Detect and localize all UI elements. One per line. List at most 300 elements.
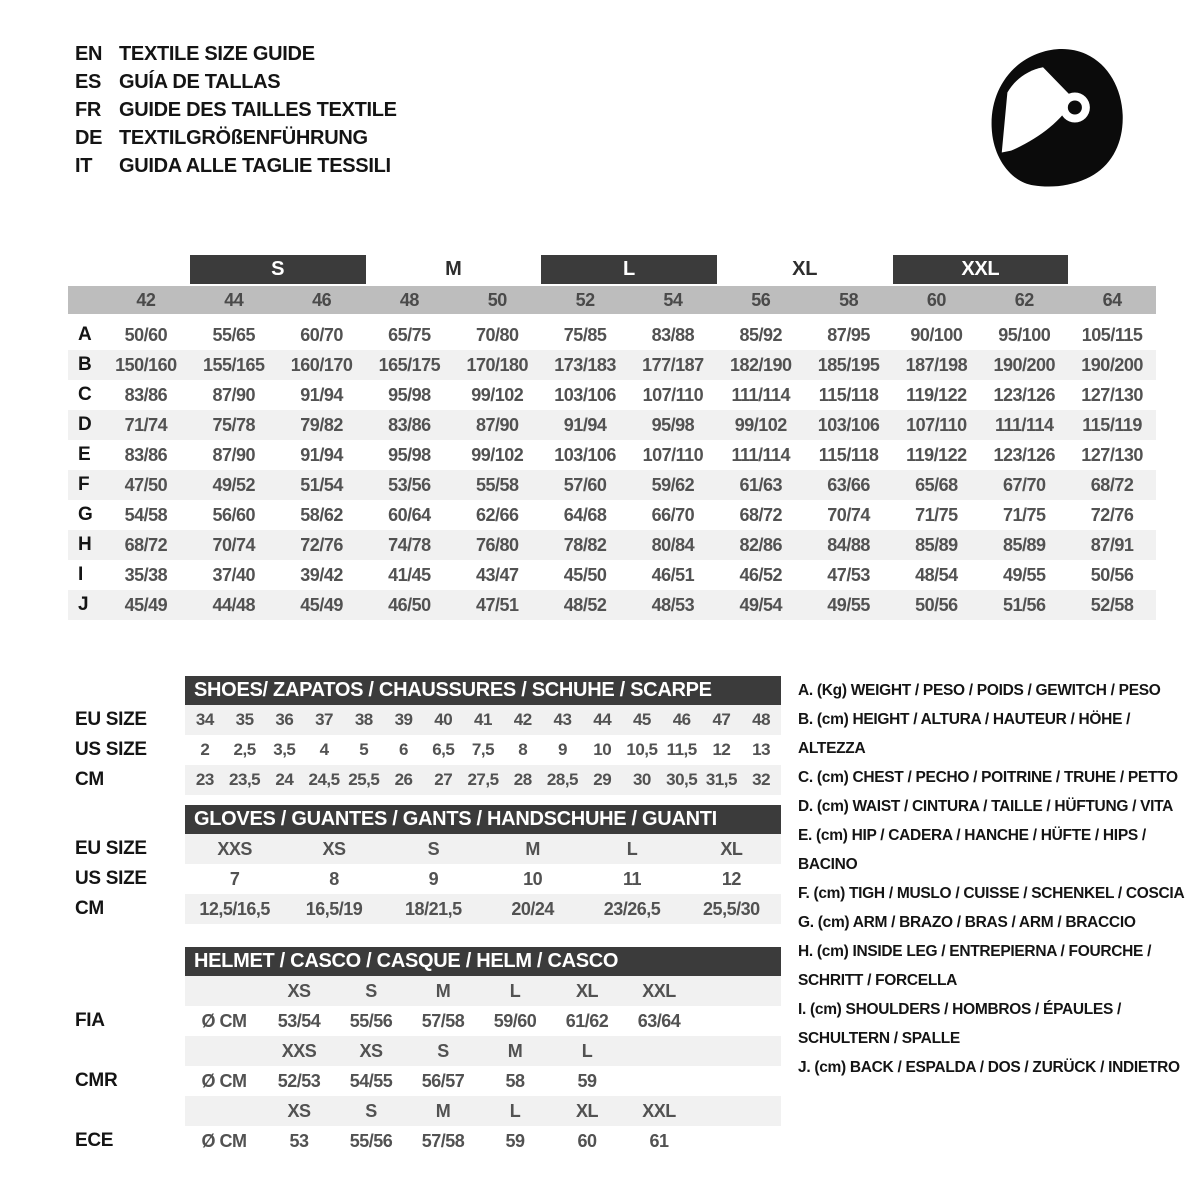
size-value: 83/86 bbox=[388, 414, 431, 435]
language-row bbox=[75, 152, 397, 180]
helmet-size-header: M bbox=[435, 980, 451, 1001]
helmet-size-value bbox=[623, 1066, 695, 1096]
size-value: 99/102 bbox=[471, 444, 524, 465]
helmet-standard-label: CMR bbox=[75, 1070, 118, 1091]
helmet-size-header: L bbox=[509, 1100, 521, 1121]
shoes-size-value: 28 bbox=[513, 770, 532, 789]
size-value: 46/51 bbox=[651, 564, 695, 585]
size-value: 51/56 bbox=[1002, 594, 1046, 615]
language-title: GUIDA ALLE TAGLIE TESSILI bbox=[119, 154, 391, 177]
numeric-size-header: 50 bbox=[487, 289, 507, 310]
gloves-size-value: L bbox=[626, 838, 638, 859]
gloves-size-value: XS bbox=[322, 838, 346, 859]
size-value: 91/94 bbox=[563, 414, 607, 435]
gloves-size-value: 12,5/16,5 bbox=[199, 898, 270, 919]
helmet-size-header: XXL bbox=[642, 1100, 676, 1121]
helmet-size-value: 54/55 bbox=[349, 1070, 393, 1091]
size-value: 185/195 bbox=[817, 354, 880, 375]
helmet-standard-label: ECE bbox=[75, 1130, 114, 1151]
size-value: 79/82 bbox=[300, 414, 343, 435]
shoes-row-label: EU SIZE bbox=[75, 709, 147, 730]
language-row bbox=[75, 40, 397, 68]
size-value: 71/75 bbox=[1002, 504, 1046, 525]
legend-item: I. (cm) SHOULDERS / HOMBROS / ÉPAULES / SCHULTERN / SPALLE bbox=[798, 1001, 1122, 1047]
shoes-size-value: 39 bbox=[394, 710, 413, 729]
shoes-size-value: 48 bbox=[752, 710, 771, 729]
size-value: 68/72 bbox=[1090, 474, 1134, 495]
accessory-tables bbox=[75, 676, 781, 1156]
size-value: 46/52 bbox=[739, 564, 783, 585]
helmet-size-value: 58 bbox=[505, 1070, 525, 1091]
shoes-size-value: 13 bbox=[752, 740, 771, 759]
helmet-values-row bbox=[75, 1126, 781, 1156]
size-value: 85/89 bbox=[915, 534, 958, 555]
size-value: 48/52 bbox=[563, 594, 607, 615]
size-value: 95/98 bbox=[388, 384, 431, 405]
numeric-size-header: 52 bbox=[575, 289, 595, 310]
size-value: 160/170 bbox=[290, 354, 353, 375]
size-header-xxl: XXL bbox=[893, 255, 1069, 284]
shoes-size-value: 42 bbox=[513, 710, 532, 729]
size-value: 103/106 bbox=[554, 444, 616, 465]
helmet-size-header: XXL bbox=[642, 980, 676, 1001]
size-header-m: M bbox=[445, 258, 462, 280]
size-value: 170/180 bbox=[466, 354, 529, 375]
size-table-row bbox=[68, 500, 1156, 530]
gloves-size-value: 12 bbox=[721, 868, 741, 889]
helmet-size-header: XL bbox=[575, 980, 598, 1001]
language-title: TEXTILE SIZE GUIDE bbox=[119, 42, 315, 65]
gloves-row-label: EU SIZE bbox=[75, 838, 147, 859]
size-table-row bbox=[68, 590, 1156, 620]
shoes-size-value: 3,5 bbox=[273, 740, 296, 759]
helmet-size-value: 61 bbox=[649, 1130, 669, 1151]
shoes-size-value: 45 bbox=[632, 710, 651, 729]
helmet-size-value: 52/53 bbox=[277, 1070, 321, 1091]
shoes-size-value: 46 bbox=[672, 710, 691, 729]
legend-item: H. (cm) INSIDE LEG / ENTREPIERNA / FOURCHE / SCHRITT / FORCELLA bbox=[798, 943, 1152, 989]
size-value: 84/88 bbox=[827, 534, 870, 555]
helmet-size-header: M bbox=[507, 1040, 523, 1061]
shoes-size-value: 30 bbox=[632, 770, 651, 789]
size-value: 71/75 bbox=[915, 504, 958, 525]
size-value: 51/54 bbox=[300, 474, 343, 495]
helmet-unit-label: Ø CM bbox=[201, 1010, 247, 1031]
size-value: 83/86 bbox=[124, 384, 168, 405]
shoes-size-value: 7,5 bbox=[471, 740, 495, 759]
language-row bbox=[75, 68, 397, 96]
numeric-header-spacer bbox=[68, 286, 102, 314]
helmet-size-header bbox=[623, 1036, 695, 1066]
language-title: GUÍA DE TALLAS bbox=[119, 70, 281, 93]
language-code: FR bbox=[75, 98, 102, 121]
size-table-row bbox=[68, 320, 1156, 350]
shoes-size-value: 8 bbox=[518, 740, 528, 759]
size-value: 103/106 bbox=[554, 384, 616, 405]
shoes-size-value: 35 bbox=[235, 710, 254, 729]
size-value: 115/119 bbox=[1082, 414, 1142, 435]
size-value: 182/190 bbox=[729, 354, 792, 375]
helmet-size-value: 59 bbox=[505, 1130, 525, 1151]
size-value: 123/126 bbox=[993, 384, 1056, 405]
shoes-size-value: 30,5 bbox=[666, 770, 698, 789]
gloves-size-value: 18/21,5 bbox=[405, 898, 462, 919]
size-value: 53/56 bbox=[388, 474, 431, 495]
size-value: 111/114 bbox=[994, 414, 1054, 435]
size-value: 95/100 bbox=[998, 324, 1051, 345]
gloves-size-value: 16,5/19 bbox=[305, 898, 363, 919]
size-value: 107/110 bbox=[642, 384, 704, 405]
size-table-body bbox=[68, 320, 1156, 620]
size-value: 74/78 bbox=[388, 534, 431, 555]
size-value: 35/38 bbox=[124, 564, 168, 585]
size-value: 115/118 bbox=[818, 384, 879, 405]
shoes-size-value: 9 bbox=[557, 740, 567, 759]
size-value: 85/89 bbox=[1002, 534, 1046, 555]
size-value: 47/53 bbox=[827, 564, 870, 585]
size-value: 190/200 bbox=[993, 354, 1056, 375]
helmet-size-header: XS bbox=[359, 1040, 383, 1061]
legend-item: A. (Kg) WEIGHT / PESO / POIDS / GEWITCH / PESO bbox=[798, 682, 1161, 699]
size-value: 60/70 bbox=[300, 324, 343, 345]
shoes-size-value: 38 bbox=[354, 710, 373, 729]
size-value: 47/50 bbox=[124, 474, 168, 495]
size-value: 60/64 bbox=[388, 504, 431, 525]
helmet-size-value: 63/64 bbox=[637, 1010, 681, 1031]
size-value: 41/45 bbox=[388, 564, 431, 585]
shoes-size-value: 6,5 bbox=[432, 740, 455, 759]
language-code: DE bbox=[75, 126, 103, 149]
gloves-size-value: 10 bbox=[523, 868, 543, 889]
size-value: 95/98 bbox=[388, 444, 431, 465]
helmet-size-value: 60 bbox=[577, 1130, 597, 1151]
numeric-size-header: 62 bbox=[1014, 289, 1034, 310]
size-value: 75/78 bbox=[212, 414, 256, 435]
helmet-title-bar: HELMET / CASCO / CASQUE / HELM / CASCO bbox=[185, 947, 781, 976]
size-value: 87/90 bbox=[212, 444, 256, 465]
size-value: 87/90 bbox=[475, 414, 519, 435]
size-value: 49/54 bbox=[739, 594, 783, 615]
size-value: 70/80 bbox=[475, 324, 519, 345]
language-title: TEXTILGRÖßENFÜHRUNG bbox=[119, 126, 368, 149]
size-table-row bbox=[68, 560, 1156, 590]
numeric-size-header: 56 bbox=[751, 289, 771, 310]
gloves-size-value: 23/26,5 bbox=[603, 898, 661, 919]
size-value: 83/88 bbox=[651, 324, 695, 345]
gloves-size-value: M bbox=[525, 838, 540, 859]
size-value: 83/86 bbox=[124, 444, 168, 465]
helmet-size-value: 59/60 bbox=[493, 1010, 537, 1031]
shoes-size-value: 12 bbox=[712, 740, 731, 759]
legend-item: E. (cm) HIP / CADERA / HANCHE / HÜFTE / HIPS / BACINO bbox=[798, 827, 1146, 873]
size-value: 65/68 bbox=[915, 474, 958, 495]
shoes-size-value: 5 bbox=[359, 740, 369, 759]
shoes-size-value: 25,5 bbox=[348, 770, 380, 789]
size-value: 99/102 bbox=[734, 414, 787, 435]
size-value: 50/56 bbox=[915, 594, 958, 615]
size-value: 54/58 bbox=[124, 504, 168, 525]
gloves-row bbox=[75, 894, 781, 924]
size-value: 65/75 bbox=[388, 324, 431, 345]
size-value: 58/62 bbox=[300, 504, 343, 525]
legend-item: F. (cm) TIGH / MUSLO / CUISSE / SCHENKEL / COSCIA bbox=[798, 885, 1185, 902]
size-value: 187/198 bbox=[905, 354, 968, 375]
helmet-size-header: XS bbox=[287, 1100, 311, 1121]
size-value: 56/60 bbox=[212, 504, 256, 525]
helmet-size-header: XXS bbox=[281, 1040, 317, 1061]
numeric-size-header: 54 bbox=[663, 289, 683, 310]
size-value: 68/72 bbox=[739, 504, 783, 525]
helmet-size-value: 61/62 bbox=[565, 1010, 609, 1031]
size-value: 37/40 bbox=[212, 564, 256, 585]
size-value: 49/55 bbox=[1002, 564, 1046, 585]
size-header-s: S bbox=[190, 255, 366, 284]
legend-item: J. (cm) BACK / ESPALDA / DOS / ZURÜCK / INDIETRO bbox=[798, 1059, 1180, 1076]
numeric-size-header: 46 bbox=[312, 289, 332, 310]
gloves-size-value: 9 bbox=[428, 868, 439, 889]
size-value: 87/90 bbox=[212, 384, 256, 405]
gloves-size-value: 20/24 bbox=[511, 898, 554, 919]
measurement-row-label: I bbox=[78, 564, 84, 585]
shoes-size-value: 11,5 bbox=[666, 740, 697, 759]
size-value: 48/53 bbox=[651, 594, 695, 615]
helmet-size-value: 57/58 bbox=[421, 1130, 465, 1151]
size-value: 95/98 bbox=[651, 414, 695, 435]
size-value: 70/74 bbox=[212, 534, 256, 555]
helmet-size-value: 56/57 bbox=[421, 1070, 465, 1091]
helmet-unit-spacer bbox=[185, 1096, 263, 1126]
size-value: 190/200 bbox=[1081, 354, 1143, 375]
language-row bbox=[75, 96, 397, 124]
measurement-row-label: G bbox=[78, 504, 93, 525]
measurement-row-label: A bbox=[78, 324, 92, 345]
helmet-title-row bbox=[75, 947, 781, 976]
shoes-row bbox=[75, 705, 781, 735]
measurement-row-label: F bbox=[78, 474, 90, 495]
size-value: 150/160 bbox=[115, 354, 177, 375]
size-value: 46/50 bbox=[388, 594, 431, 615]
measurement-row-label: H bbox=[78, 534, 92, 555]
size-value: 70/74 bbox=[827, 504, 870, 525]
shoes-size-value: 24,5 bbox=[308, 770, 340, 789]
shoes-size-value: 27,5 bbox=[467, 770, 499, 789]
shoes-size-value: 2,5 bbox=[233, 740, 256, 759]
shoes-size-value: 23 bbox=[195, 770, 214, 789]
size-value: 72/76 bbox=[300, 534, 343, 555]
size-value: 107/110 bbox=[906, 414, 967, 435]
size-header-xl: XL bbox=[792, 258, 818, 280]
shoes-row-label: US SIZE bbox=[75, 739, 147, 760]
size-value: 119/122 bbox=[906, 384, 967, 405]
size-value: 76/80 bbox=[475, 534, 519, 555]
size-header-l: L bbox=[541, 255, 717, 284]
size-value: 115/118 bbox=[818, 444, 879, 465]
helmet-size-header: L bbox=[509, 980, 521, 1001]
helmet-unit-label: Ø CM bbox=[201, 1070, 247, 1091]
size-table-row bbox=[68, 380, 1156, 410]
size-value: 44/48 bbox=[212, 594, 256, 615]
gloves-row-label: US SIZE bbox=[75, 868, 147, 889]
measurement-row-label: E bbox=[78, 444, 91, 465]
size-value: 45/50 bbox=[563, 564, 607, 585]
size-value: 90/100 bbox=[910, 324, 963, 345]
shoes-size-value: 10 bbox=[593, 740, 612, 759]
gloves-row-label: CM bbox=[75, 898, 104, 919]
size-value: 63/66 bbox=[827, 474, 870, 495]
gloves-size-value: XXS bbox=[217, 838, 252, 859]
size-value: 61/63 bbox=[739, 474, 783, 495]
helmet-size-value: 53/54 bbox=[277, 1010, 321, 1031]
gloves-title-row bbox=[75, 805, 781, 834]
size-value: 50/56 bbox=[1090, 564, 1134, 585]
textile-size-table bbox=[68, 255, 1156, 620]
size-value: 75/85 bbox=[563, 324, 607, 345]
helmet-size-header: M bbox=[435, 1100, 451, 1121]
size-value: 50/60 bbox=[124, 324, 168, 345]
shoes-size-value: 40 bbox=[434, 710, 453, 729]
shoes-size-value: 34 bbox=[195, 710, 214, 729]
helmet-size-header: XL bbox=[575, 1100, 598, 1121]
helmet-standard-label: FIA bbox=[75, 1010, 105, 1031]
measurement-legend bbox=[798, 676, 1198, 1082]
shoes-size-value: 10,5 bbox=[626, 740, 658, 759]
shoes-row bbox=[75, 735, 781, 765]
size-value: 173/183 bbox=[554, 354, 616, 375]
language-title-list bbox=[75, 40, 397, 180]
shoes-size-value: 41 bbox=[474, 710, 492, 729]
measurement-row-label: B bbox=[78, 354, 92, 375]
numeric-size-header: 48 bbox=[399, 289, 419, 310]
helmet-unit-label: Ø CM bbox=[201, 1130, 247, 1151]
size-value: 67/70 bbox=[1002, 474, 1046, 495]
size-value: 49/52 bbox=[212, 474, 256, 495]
numeric-size-header: 58 bbox=[839, 289, 859, 310]
size-value: 64/68 bbox=[563, 504, 607, 525]
shoes-size-value: 28,5 bbox=[546, 770, 578, 789]
size-value: 45/49 bbox=[300, 594, 343, 615]
language-title: GUIDE DES TAILLES TEXTILE bbox=[119, 98, 397, 121]
size-value: 165/175 bbox=[378, 354, 441, 375]
size-value: 47/51 bbox=[475, 594, 519, 615]
size-table-row bbox=[68, 410, 1156, 440]
gloves-size-value: 11 bbox=[622, 868, 641, 889]
helmet-table bbox=[75, 947, 781, 1156]
gloves-size-value: XL bbox=[720, 838, 743, 859]
gloves-size-value: 7 bbox=[229, 868, 240, 889]
size-value: 43/47 bbox=[475, 564, 519, 585]
size-value: 62/66 bbox=[475, 504, 519, 525]
gloves-size-value: 8 bbox=[329, 868, 339, 889]
size-value: 72/76 bbox=[1090, 504, 1134, 525]
shoes-size-value: 43 bbox=[553, 710, 572, 729]
size-value: 78/82 bbox=[563, 534, 607, 555]
language-code: ES bbox=[75, 70, 102, 93]
size-value: 59/62 bbox=[651, 474, 695, 495]
helmet-unit-spacer bbox=[185, 1036, 263, 1066]
helmet-values-row bbox=[75, 1066, 781, 1096]
size-value: 49/55 bbox=[827, 594, 870, 615]
size-value: 111/114 bbox=[731, 384, 791, 405]
shoes-row bbox=[75, 765, 781, 795]
shoes-size-value: 31,5 bbox=[705, 770, 737, 789]
size-value: 87/91 bbox=[1090, 534, 1134, 555]
helmet-size-header: L bbox=[581, 1040, 593, 1061]
measurement-row-label: C bbox=[78, 384, 92, 405]
helmet-size-header: S bbox=[437, 1040, 449, 1061]
gloves-row bbox=[75, 864, 781, 894]
size-value: 127/130 bbox=[1081, 444, 1143, 465]
gloves-title-bar: GLOVES / GUANTES / GANTS / HANDSCHUHE / GUANTI bbox=[185, 805, 781, 834]
size-value: 103/106 bbox=[817, 414, 880, 435]
helmet-sizes-row bbox=[75, 1096, 781, 1126]
size-value: 127/130 bbox=[1081, 384, 1143, 405]
shoes-title-bar: SHOES/ ZAPATOS / CHAUSSURES / SCHUHE / SCARPE bbox=[185, 676, 781, 705]
size-value: 71/74 bbox=[124, 414, 168, 435]
shoes-size-value: 6 bbox=[399, 740, 408, 759]
size-value: 99/102 bbox=[471, 384, 524, 405]
shoes-size-value: 36 bbox=[275, 710, 294, 729]
gloves-row bbox=[75, 834, 781, 864]
shoes-size-value: 32 bbox=[752, 770, 771, 789]
size-value: 107/110 bbox=[642, 444, 704, 465]
size-value: 177/187 bbox=[642, 354, 704, 375]
shoes-size-value: 37 bbox=[315, 710, 334, 729]
legend-item: B. (cm) HEIGHT / ALTURA / HAUTEUR / HÖHE / ALTEZZA bbox=[798, 711, 1131, 757]
shoes-size-value: 44 bbox=[593, 710, 612, 729]
size-value: 87/95 bbox=[827, 324, 870, 345]
size-value: 105/115 bbox=[1081, 324, 1143, 345]
helmet-sizes-row bbox=[75, 1036, 781, 1066]
size-value: 91/94 bbox=[300, 384, 343, 405]
size-value: 85/92 bbox=[739, 324, 783, 345]
language-code: IT bbox=[75, 154, 93, 177]
legend-item: G. (cm) ARM / BRAZO / BRAS / ARM / BRACCIO bbox=[798, 914, 1136, 931]
language-code: EN bbox=[75, 42, 103, 65]
size-value: 52/58 bbox=[1090, 594, 1134, 615]
numeric-size-header: 42 bbox=[136, 289, 156, 310]
size-value: 155/165 bbox=[202, 354, 265, 375]
numeric-size-header: 64 bbox=[1102, 289, 1122, 310]
gloves-table bbox=[75, 805, 781, 924]
size-value: 80/84 bbox=[651, 534, 695, 555]
helmet-size-header: XS bbox=[287, 980, 311, 1001]
measurement-row-label: D bbox=[78, 414, 92, 435]
helmet-values-row bbox=[75, 1006, 781, 1036]
shoes-size-value: 47 bbox=[712, 710, 731, 729]
shoes-size-value: 4 bbox=[319, 740, 329, 759]
language-row bbox=[75, 124, 397, 152]
size-value: 68/72 bbox=[124, 534, 168, 555]
size-value: 119/122 bbox=[906, 444, 967, 465]
numeric-size-header: 44 bbox=[224, 289, 244, 310]
numeric-size-header-row bbox=[68, 286, 1156, 314]
letter-size-header-row bbox=[68, 255, 1156, 284]
shoes-size-value: 27 bbox=[434, 770, 453, 789]
legend-item: C. (cm) CHEST / PECHO / POITRINE / TRUHE / PETTO bbox=[798, 769, 1178, 786]
size-value: 82/86 bbox=[739, 534, 783, 555]
helmet-size-value: 59 bbox=[577, 1070, 597, 1091]
shoes-title-row bbox=[75, 676, 781, 705]
size-value: 55/58 bbox=[475, 474, 519, 495]
helmet-sizes-row bbox=[75, 976, 781, 1006]
helmet-size-value: 55/56 bbox=[349, 1130, 393, 1151]
size-table-row bbox=[68, 440, 1156, 470]
helmet-size-header: S bbox=[365, 1100, 377, 1121]
gloves-size-value: S bbox=[427, 838, 440, 859]
shoes-size-value: 29 bbox=[593, 770, 612, 789]
shoes-size-value: 24 bbox=[275, 770, 294, 789]
shoes-table bbox=[75, 676, 781, 795]
